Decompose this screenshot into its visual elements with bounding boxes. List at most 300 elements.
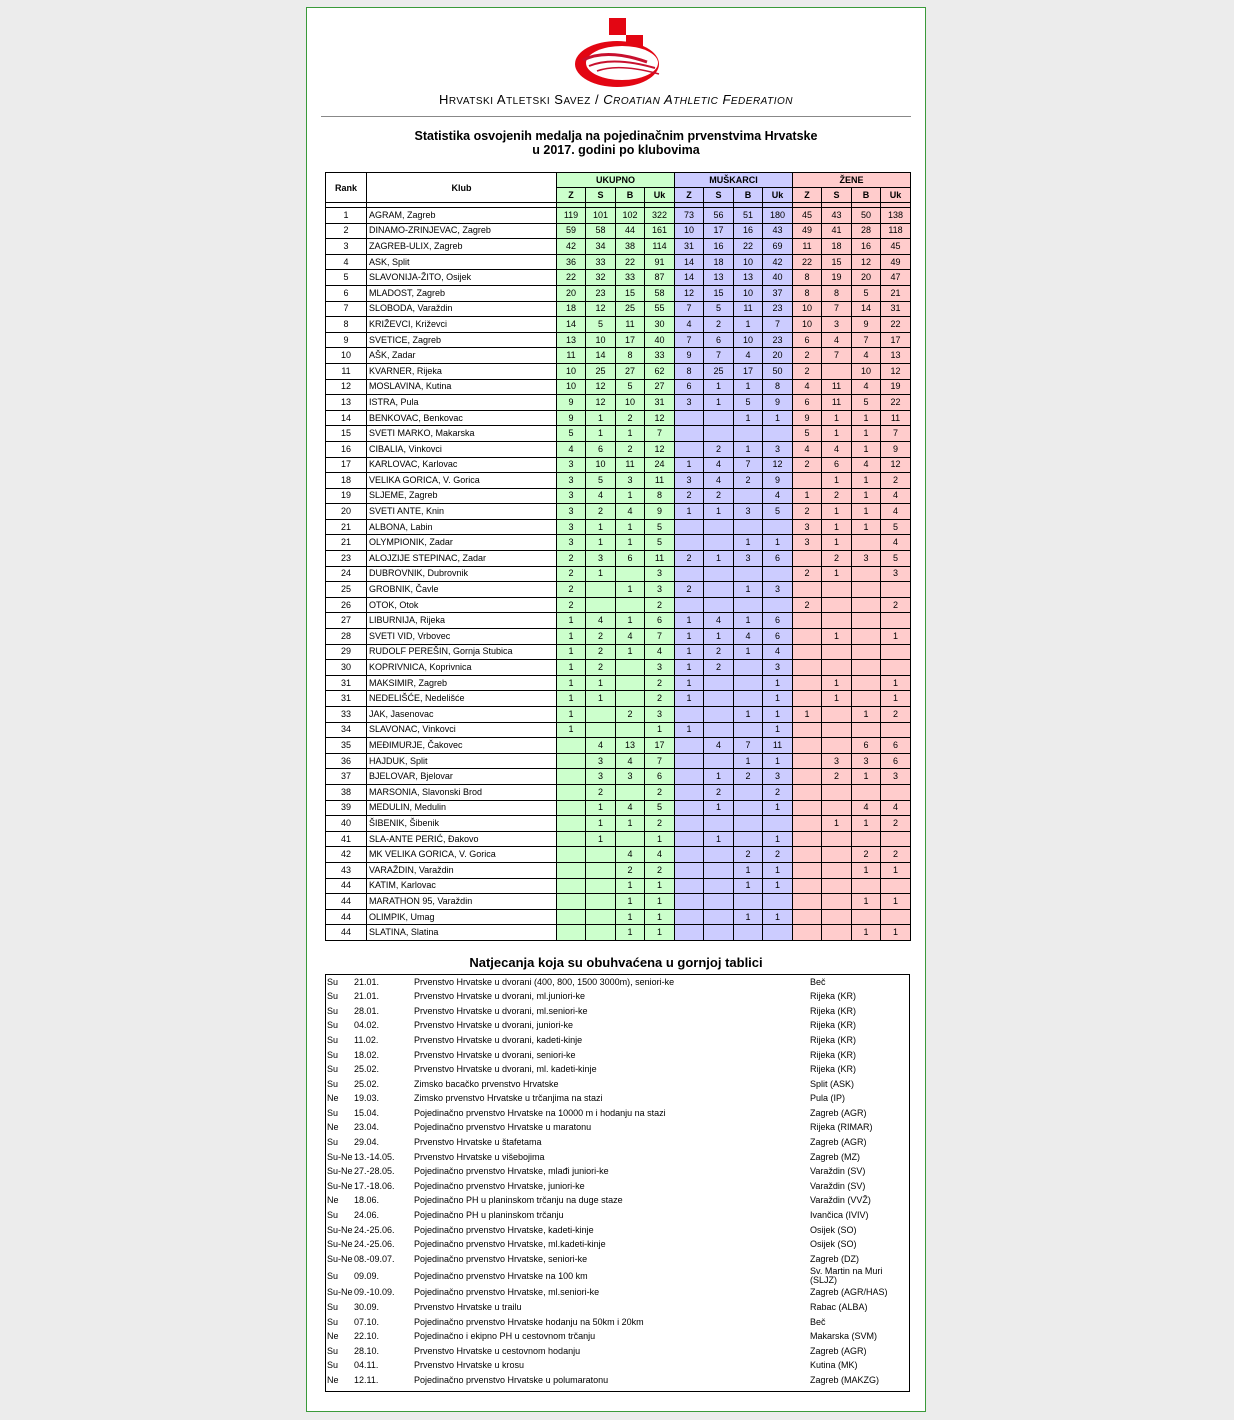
competition-date: 24.-25.06. (354, 1239, 395, 1250)
medal-count-cell: 1 (734, 582, 763, 598)
rank-cell: 20 (326, 504, 367, 520)
competition-location: Zagreb (AGR) (810, 1107, 867, 1118)
medal-count-cell: 6 (645, 769, 675, 785)
medal-count-cell: 1 (586, 691, 616, 707)
competition-location: Zagreb (MAKZG) (810, 1374, 880, 1385)
medal-count-cell: 33 (586, 254, 616, 270)
medal-table-body (326, 203, 911, 941)
federation-word-initial: F (722, 92, 731, 107)
medal-count-cell: 2 (645, 784, 675, 800)
competition-name: Pojedinačno prvenstvo Hrvatske na 100 km (414, 1270, 588, 1281)
medal-count-cell: 3 (763, 582, 793, 598)
medal-count-cell: 16 (852, 239, 881, 255)
medal-count-cell: 4 (881, 535, 911, 551)
medal-count-cell: 1 (852, 473, 881, 489)
medal-count-cell: 17 (645, 738, 675, 754)
list-item (326, 1209, 909, 1224)
medal-count-cell: 30 (645, 317, 675, 333)
list-item (326, 1373, 909, 1388)
competition-location: Zagreb (DZ) (810, 1253, 860, 1264)
medal-count-cell: 1 (616, 909, 645, 925)
rank-cell: 33 (326, 707, 367, 723)
medal-count-cell: 10 (793, 317, 822, 333)
medal-count-cell: 15 (704, 285, 734, 301)
medal-count-cell (793, 738, 822, 754)
medal-count-cell (763, 925, 793, 941)
medal-count-cell (704, 707, 734, 723)
medal-count-cell: 3 (586, 769, 616, 785)
medal-count-cell (704, 582, 734, 598)
medal-count-cell: 11 (822, 395, 852, 411)
medal-count-cell: 5 (852, 395, 881, 411)
competition-day: Su (327, 1034, 339, 1045)
club-cell: AŠK, Zadar (367, 348, 557, 364)
competition-name: Pojedinačno prvenstvo Hrvatske u maratonu (414, 1122, 592, 1133)
table-row (326, 582, 911, 598)
medal-count-cell (793, 925, 822, 941)
medal-count-cell: 12 (645, 441, 675, 457)
medal-count-cell (881, 831, 911, 847)
medal-count-cell: 1 (822, 473, 852, 489)
medal-count-cell: 50 (852, 208, 881, 224)
medal-count-cell: 42 (763, 254, 793, 270)
table-row (326, 629, 911, 645)
medal-count-cell: 41 (822, 223, 852, 239)
medal-count-cell: 16 (734, 223, 763, 239)
competition-name: Prvenstvo Hrvatske u trailu (414, 1302, 522, 1313)
medal-count-cell: 1 (645, 925, 675, 941)
medal-count-cell: 2 (822, 769, 852, 785)
medal-count-cell: 24 (645, 457, 675, 473)
medal-count-cell (586, 862, 616, 878)
club-cell: MEDULIN, Medulin (367, 800, 557, 816)
medal-count-cell: 1 (586, 535, 616, 551)
medal-count-cell (557, 753, 586, 769)
medal-count-cell (734, 519, 763, 535)
medal-count-cell: 31 (645, 395, 675, 411)
medal-count-cell: 2 (734, 769, 763, 785)
medal-count-cell (616, 831, 645, 847)
medal-count-cell: 1 (881, 675, 911, 691)
federation-word-rest: THLETIC (673, 96, 719, 107)
competition-name: Prvenstvo Hrvatske u dvorani (400, 800, 1500 3000m), seniori-ke (414, 976, 675, 987)
medal-count-cell (734, 925, 763, 941)
rank-cell: 23 (326, 551, 367, 567)
list-item (326, 1019, 909, 1034)
competition-location: Osijek (SO) (810, 1239, 857, 1250)
competition-name: Prvenstvo Hrvatske u krosu (414, 1360, 525, 1371)
medal-count-cell (793, 784, 822, 800)
competition-name: Pojedinačno prvenstvo Hrvatske hodanju na 50km i 20km (414, 1316, 644, 1327)
medal-count-cell: 3 (586, 551, 616, 567)
medal-count-cell (616, 691, 645, 707)
federation-word-initial: C (603, 92, 614, 107)
competition-date: 23.04. (354, 1122, 380, 1133)
medal-count-cell: 1 (763, 753, 793, 769)
medal-count-cell (675, 925, 704, 941)
medal-count-cell: 2 (881, 473, 911, 489)
medal-count-cell (704, 878, 734, 894)
medal-count-cell: 3 (645, 660, 675, 676)
medal-count-cell (793, 909, 822, 925)
competition-name: Prvenstvo Hrvatske u dvorani, ml.seniori-ke (414, 1005, 588, 1016)
competition-name: Pojedinačno prvenstvo Hrvatske, juniori-ke (414, 1180, 585, 1191)
medal-count-cell (557, 831, 586, 847)
medal-count-cell (822, 831, 852, 847)
medal-count-cell (704, 535, 734, 551)
rank-cell: 21 (326, 535, 367, 551)
medal-count-cell: 2 (645, 675, 675, 691)
club-cell: KRIŽEVCI, Križevci (367, 317, 557, 333)
list-item (326, 1033, 909, 1048)
competition-date: 18.06. (354, 1195, 380, 1206)
medal-count-cell (763, 519, 793, 535)
competition-day: Su-Ne (327, 1180, 353, 1191)
medal-count-cell: 8 (793, 285, 822, 301)
competition-date: 28.01. (354, 1005, 380, 1016)
medal-count-cell (822, 363, 852, 379)
medal-count-cell: 5 (704, 301, 734, 317)
medal-count-cell: 1 (822, 504, 852, 520)
medal-count-cell: 9 (852, 317, 881, 333)
medal-count-cell: 6 (881, 738, 911, 754)
competition-day: Ne (327, 1093, 339, 1104)
competition-location: Zagreb (MZ) (810, 1151, 861, 1162)
medal-count-cell: 3 (881, 769, 911, 785)
medal-count-cell: 13 (881, 348, 911, 364)
column-header-zene-s: S (822, 188, 852, 203)
medal-count-cell: 5 (645, 519, 675, 535)
medal-count-cell: 3 (675, 395, 704, 411)
table-row (326, 800, 911, 816)
medal-count-cell: 2 (881, 847, 911, 863)
medal-count-cell: 7 (763, 317, 793, 333)
competition-date: 07.10. (354, 1316, 380, 1327)
medal-count-cell: 7 (704, 348, 734, 364)
medal-count-cell (586, 909, 616, 925)
competition-day: Su-Ne (327, 1287, 353, 1298)
federation-word-rest: EDERATION (730, 96, 793, 107)
medal-count-cell: 25 (616, 301, 645, 317)
table-row (326, 675, 911, 691)
medal-count-cell (822, 862, 852, 878)
competition-day: Su-Ne (327, 1166, 353, 1177)
table-row (326, 660, 911, 676)
medal-count-cell (675, 878, 704, 894)
column-header-zene-uk: Uk (881, 188, 911, 203)
competition-date: 25.02. (354, 1078, 380, 1089)
medal-count-cell: 56 (704, 208, 734, 224)
medal-count-cell: 45 (793, 208, 822, 224)
medal-count-cell: 20 (852, 270, 881, 286)
medal-count-cell: 9 (881, 441, 911, 457)
competition-name: Prvenstvo Hrvatske u dvorani, ml. kadeti-kinje (414, 1064, 597, 1075)
medal-count-cell: 22 (616, 254, 645, 270)
medal-count-cell: 2 (793, 597, 822, 613)
medal-count-cell: 3 (645, 707, 675, 723)
medal-count-cell: 10 (734, 332, 763, 348)
medal-count-cell: 1 (763, 862, 793, 878)
medal-count-cell (557, 894, 586, 910)
federation-name (307, 92, 925, 107)
medal-count-cell: 25 (586, 363, 616, 379)
club-cell: SLATINA, Slatina (367, 925, 557, 941)
medal-count-cell: 42 (557, 239, 586, 255)
medal-count-cell (557, 878, 586, 894)
medal-count-cell (852, 566, 881, 582)
rank-cell: 41 (326, 831, 367, 847)
medal-count-cell: 1 (763, 878, 793, 894)
medal-count-cell (586, 582, 616, 598)
medal-count-cell: 7 (675, 301, 704, 317)
table-row (326, 441, 911, 457)
competition-location: Beč (810, 1316, 826, 1327)
competition-location: Rijeka (KR) (810, 1020, 857, 1031)
competition-name: Prvenstvo Hrvatske u dvorani, kadeti-kinje (414, 1034, 583, 1045)
medal-count-cell: 7 (734, 457, 763, 473)
medal-count-cell: 4 (734, 629, 763, 645)
table-row (326, 831, 911, 847)
medal-count-cell: 2 (616, 441, 645, 457)
medal-count-cell: 18 (557, 301, 586, 317)
medal-count-cell: 1 (675, 644, 704, 660)
medal-count-cell (734, 597, 763, 613)
medal-count-cell: 51 (734, 208, 763, 224)
table-row (326, 332, 911, 348)
medal-count-cell: 49 (793, 223, 822, 239)
medal-count-cell: 62 (645, 363, 675, 379)
medal-count-cell: 2 (675, 488, 704, 504)
medal-count-cell: 33 (645, 348, 675, 364)
club-cell: MOSLAVINA, Kutina (367, 379, 557, 395)
column-header-muskarci-b: B (734, 188, 763, 203)
medal-count-cell (793, 629, 822, 645)
medal-count-cell: 1 (763, 675, 793, 691)
medal-count-cell (675, 519, 704, 535)
medal-count-cell: 47 (881, 270, 911, 286)
medal-count-cell (675, 847, 704, 863)
medal-count-cell (734, 722, 763, 738)
medal-count-cell: 9 (557, 410, 586, 426)
medal-count-cell (793, 816, 822, 832)
medal-count-cell: 3 (557, 488, 586, 504)
medal-count-cell: 13 (616, 738, 645, 754)
medal-count-cell (822, 613, 852, 629)
medal-count-cell: 3 (616, 473, 645, 489)
table-row (326, 254, 911, 270)
medal-count-cell (822, 784, 852, 800)
medal-count-cell (852, 535, 881, 551)
medal-count-cell: 19 (881, 379, 911, 395)
competition-name: Prvenstvo Hrvatske u dvorani, seniori-ke (414, 1049, 576, 1060)
medal-count-cell: 2 (586, 504, 616, 520)
medal-count-cell: 7 (645, 753, 675, 769)
medal-count-cell: 9 (675, 348, 704, 364)
competition-name: Prvenstvo Hrvatske u štafetama (414, 1137, 542, 1148)
rank-cell: 16 (326, 441, 367, 457)
rank-cell: 37 (326, 769, 367, 785)
competition-date: 04.02. (354, 1020, 380, 1031)
medal-count-cell (557, 816, 586, 832)
club-cell: DUBROVNIK, Dubrovnik (367, 566, 557, 582)
medal-count-cell: 1 (822, 426, 852, 442)
medal-count-cell: 1 (822, 816, 852, 832)
medal-count-cell: 1 (704, 831, 734, 847)
medal-count-cell: 14 (675, 254, 704, 270)
competition-name: Pojedinačno prvenstvo Hrvatske, ml.seniori-ke (414, 1287, 600, 1298)
competition-location: Pula (IP) (810, 1093, 846, 1104)
medal-count-cell: 5 (734, 395, 763, 411)
medal-count-cell: 1 (645, 831, 675, 847)
medal-count-cell: 18 (822, 239, 852, 255)
medal-count-cell: 2 (616, 410, 645, 426)
medal-count-cell: 9 (763, 395, 793, 411)
medal-count-cell (704, 519, 734, 535)
medal-count-cell: 2 (704, 644, 734, 660)
club-cell: NEDELIŠĆE, Nedelišće (367, 691, 557, 707)
medal-count-cell (675, 426, 704, 442)
medal-count-cell: 3 (557, 457, 586, 473)
table-row (326, 722, 911, 738)
page-title (307, 129, 925, 157)
federation-word-initial: S (554, 92, 564, 107)
medal-count-cell: 1 (793, 707, 822, 723)
medal-count-cell: 6 (616, 551, 645, 567)
medal-count-cell: 6 (586, 441, 616, 457)
competition-date: 27.-28.05. (354, 1166, 395, 1177)
medal-count-cell (852, 613, 881, 629)
competition-name: Pojedinačno prvenstvo Hrvatske u polumaratonu (414, 1374, 609, 1385)
medal-count-cell: 10 (616, 395, 645, 411)
medal-count-cell: 1 (734, 753, 763, 769)
club-cell: ALOJZIJE STEPINAC, Zadar (367, 551, 557, 567)
competitions-box (325, 974, 910, 1392)
medal-count-cell: 2 (881, 597, 911, 613)
medal-count-cell: 1 (586, 410, 616, 426)
competition-day: Su-Ne (327, 1151, 353, 1162)
competition-date: 22.10. (354, 1331, 380, 1342)
medal-count-cell: 11 (793, 239, 822, 255)
table-row (326, 753, 911, 769)
medal-count-cell: 3 (734, 551, 763, 567)
medal-count-cell: 1 (675, 660, 704, 676)
competition-name: Pojedinačno prvenstvo Hrvatske na 10000 m i hodanju na stazi (414, 1107, 666, 1118)
column-header-zene-z: Z (793, 188, 822, 203)
medal-count-cell: 8 (793, 270, 822, 286)
medal-count-cell (852, 722, 881, 738)
medal-count-cell: 1 (616, 644, 645, 660)
medal-count-cell (704, 566, 734, 582)
medal-count-cell (557, 769, 586, 785)
medal-count-cell: 8 (822, 285, 852, 301)
list-item (326, 1330, 909, 1345)
competition-location: Zagreb (AGR) (810, 1345, 867, 1356)
medal-count-cell (852, 660, 881, 676)
medal-count-cell: 11 (616, 457, 645, 473)
medal-count-cell: 4 (616, 629, 645, 645)
medal-count-cell: 15 (822, 254, 852, 270)
medal-count-cell: 2 (704, 441, 734, 457)
medal-count-cell: 1 (557, 691, 586, 707)
rank-cell: 40 (326, 816, 367, 832)
medal-count-cell: 12 (881, 363, 911, 379)
medal-count-cell: 2 (645, 597, 675, 613)
group-header-muskarci: MUŠKARCI (675, 173, 793, 188)
club-cell: MARATHON 95, Varaždin (367, 894, 557, 910)
list-item (326, 975, 909, 990)
competition-day: Su-Ne (327, 1239, 353, 1250)
competition-location: Varaždin (SV) (810, 1166, 866, 1177)
medal-count-cell: 101 (586, 208, 616, 224)
competition-day: Su (327, 1137, 339, 1148)
medal-count-cell: 1 (793, 488, 822, 504)
medal-count-cell (793, 753, 822, 769)
medal-count-cell: 16 (704, 239, 734, 255)
competition-day: Su (327, 1345, 339, 1356)
medal-count-cell: 1 (822, 675, 852, 691)
federation-word-rest: RVATSKI (448, 96, 494, 107)
medal-count-cell: 1 (852, 769, 881, 785)
medal-count-cell: 22 (734, 239, 763, 255)
medal-count-cell: 2 (822, 488, 852, 504)
rank-cell: 14 (326, 410, 367, 426)
medal-count-cell: 2 (793, 504, 822, 520)
medal-count-cell: 1 (586, 519, 616, 535)
column-header-muskarci-z: Z (675, 188, 704, 203)
table-row (326, 301, 911, 317)
medal-count-cell: 3 (763, 441, 793, 457)
medal-count-cell: 6 (763, 613, 793, 629)
competition-day: Su (327, 1064, 339, 1075)
medal-count-cell (675, 566, 704, 582)
list-item (326, 1359, 909, 1374)
medal-count-cell: 22 (881, 317, 911, 333)
medal-count-cell (586, 878, 616, 894)
medal-count-cell: 10 (586, 332, 616, 348)
list-item (326, 1286, 909, 1301)
medal-count-cell: 12 (881, 457, 911, 473)
medal-count-cell: 31 (675, 239, 704, 255)
medal-count-cell (852, 691, 881, 707)
competition-location: Zagreb (AGR) (810, 1137, 867, 1148)
medal-count-cell (793, 831, 822, 847)
medal-count-cell: 27 (645, 379, 675, 395)
list-item (326, 1223, 909, 1238)
medal-count-cell: 1 (616, 535, 645, 551)
medal-count-cell (822, 597, 852, 613)
table-row (326, 208, 911, 224)
medal-count-cell: 14 (557, 317, 586, 333)
medal-count-cell: 1 (734, 317, 763, 333)
competition-location: Ivančica (IVIV) (810, 1210, 869, 1221)
medal-count-cell: 1 (822, 410, 852, 426)
medal-count-cell (763, 816, 793, 832)
medal-count-cell: 2 (822, 551, 852, 567)
medal-count-cell (793, 847, 822, 863)
medal-count-cell: 6 (763, 629, 793, 645)
rank-cell: 29 (326, 644, 367, 660)
table-row (326, 270, 911, 286)
rank-header: Rank (326, 173, 367, 203)
medal-count-cell: 1 (704, 395, 734, 411)
medal-count-cell: 2 (793, 566, 822, 582)
competition-day: Su (327, 991, 339, 1002)
medal-count-cell: 2 (793, 363, 822, 379)
competition-location: Osijek (SO) (810, 1224, 857, 1235)
medal-count-cell: 2 (704, 317, 734, 333)
list-item (326, 1063, 909, 1078)
medal-count-cell: 1 (881, 629, 911, 645)
